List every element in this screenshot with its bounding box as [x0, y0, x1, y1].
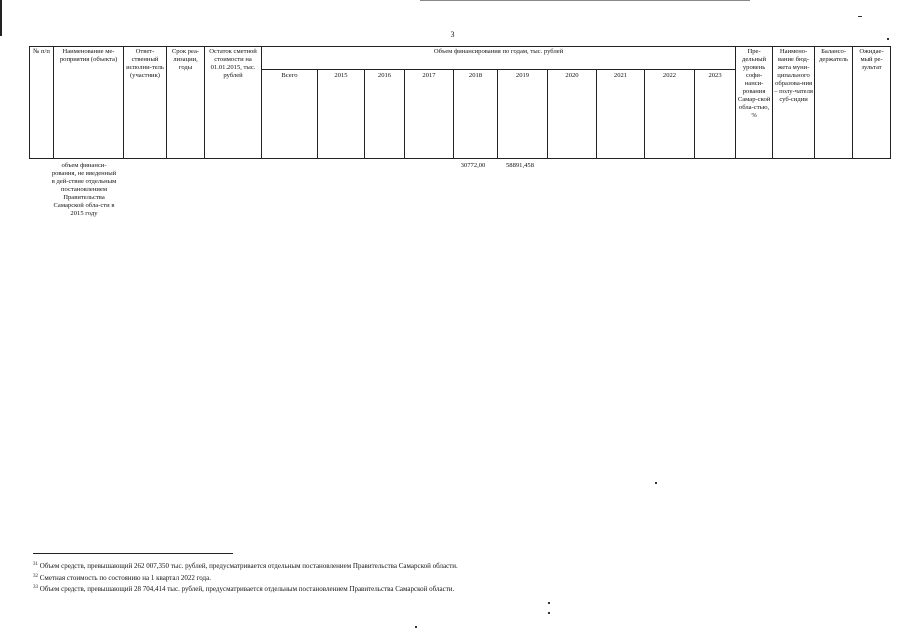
- header-holder: Балансо-держатель: [815, 47, 853, 159]
- cell-2019: 58891,458: [505, 162, 535, 169]
- financing-table: [29, 46, 891, 159]
- header-year-2022: 2022: [645, 70, 695, 159]
- scan-edge-line: [420, 0, 750, 1]
- scan-mark: [858, 16, 862, 17]
- header-municipality: Наимено-вание бюд-жета муни-ципального образова-ния – полу-чателя суб-сидии: [773, 47, 815, 159]
- scan-speck: [655, 482, 657, 484]
- header-year-2020: 2020: [548, 70, 597, 159]
- footnotes: [33, 560, 833, 595]
- header-funding: Объем финансирования по годам, тыс. рублей: [262, 47, 736, 70]
- header-num: № п/п: [30, 47, 54, 159]
- header-name: Наименование ме-роприятия (объекта): [54, 47, 124, 159]
- header-year-total: Всего: [262, 70, 318, 159]
- footnote-rule: [33, 553, 233, 554]
- scan-speck: [548, 602, 550, 604]
- header-year-2021: 2021: [597, 70, 645, 159]
- header-result: Ожидае-мый ре-зультат: [853, 47, 891, 159]
- page-number: 3: [450, 30, 455, 39]
- cell-2018: 30772,00: [460, 162, 486, 169]
- header-year-2016: 2016: [365, 70, 405, 159]
- header-year-2023: 2023: [695, 70, 736, 159]
- footnote-31: $^{31}$ Объем средств, превышающий 262 007,350 тыс. рублей, предусматривается отдельным постановлением Правительства Самарской области.: [33, 562, 458, 570]
- footnote-32: $^{32}$ Сметная стоимость по состоянию на 1 квартал 2022 года.: [33, 573, 211, 582]
- header-year-2015: 2015: [318, 70, 365, 159]
- footnote-33: $^{33}$ Объем средств, превышающий 28 704,414 тыс. рублей, предусматривается отдельным постановлением Правительства Самарской области.: [33, 585, 455, 593]
- header-year-2017: 2017: [405, 70, 454, 159]
- header-remaining: Остаток сметной стоимости на 01.01.2015, тыс. рублей: [205, 47, 262, 159]
- scan-speck: [548, 612, 550, 614]
- header-executor: Ответ-ственный исполни-тель (участник): [124, 47, 167, 159]
- row-label: объем финанси-рования, не введенный в дей-ствие отдельным постановлением Правительства Самарской обла-сти в 2015 году: [51, 162, 117, 217]
- scan-speck: [415, 626, 417, 628]
- header-period: Срок реа-лизации, годы: [167, 47, 205, 159]
- header-year-2019: 2019: [498, 70, 548, 159]
- header-limit: Пре-дельный уровень софи-нанси-рования Самар-ской обла-стью, %: [736, 47, 773, 159]
- header-year-2018: 2018: [454, 70, 498, 159]
